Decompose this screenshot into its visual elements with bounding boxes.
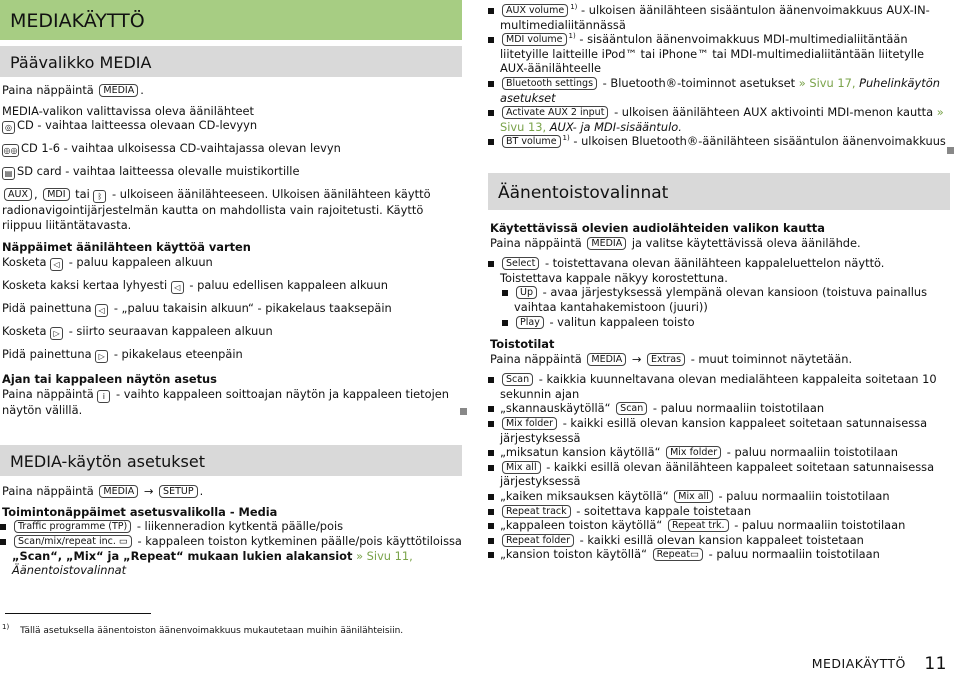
repeat-folder-key: Repeat▭ [653, 548, 703, 561]
footer-section: MEDIAKÄYTTÖ [811, 656, 906, 671]
list-item: Activate AUX 2 input - ulkoisen äänilähteen AUX aktivointi MDI-menon kautta » Sivu 13, AUX- ja MDI-sisääntulo. [488, 105, 950, 134]
left-column [0, 0, 462, 578]
sd-card-icon: ▤ [2, 167, 15, 180]
list-item: Mix all - kaikki esillä olevan äänilähteen kappaleet soitetaan satunnaisessa järjestyksessä [488, 460, 950, 489]
page-link[interactable]: » Sivu 17, [798, 75, 856, 90]
list-item: Scan - kaikkia kuunneltavana olevan medialähteen kappaleita soitetaan 10 sekunnin ajan [488, 372, 950, 401]
media-key: MEDIA [99, 84, 138, 97]
mix-folder-key: Mix folder [502, 417, 557, 430]
media-key: MEDIA [99, 485, 138, 498]
list-item: Scan/mix/repeat inc. ▭ - kappaleen toiston kytkeminen päälle/pois käyttötiloissa „Scan“, „Mix“ ja „Repeat“ mukaan lukien alakansiot » Sivu 11, Äänentoistovalinnat [0, 534, 462, 578]
playback-subtitle: Käytettävissä olevien audiolähteiden valikon kautta [490, 220, 825, 235]
traffic-programme-key: Traffic programme (TP) [14, 520, 131, 533]
main-menu-press-line: Paina näppäintä MEDIA . [2, 83, 144, 97]
time-paragraph: Paina näppäintä i - vaihto kappaleen soittoajan näytön ja kappaleen tietojen näytön välillä. [2, 386, 449, 417]
chapter-title: MEDIAKÄYTTÖ [0, 0, 462, 40]
sources-intro: MEDIA-valikon valittavissa oleva äänilähteet [2, 103, 255, 118]
right-column [488, 3, 950, 562]
aux-key: AUX [4, 188, 32, 201]
button-row: Kosketa kaksi kertaa lyhyesti ◁ - paluu edellisen kappaleen alkuun [2, 277, 388, 292]
playback-list [488, 256, 950, 285]
toistot-title: Toistotilat [490, 337, 555, 352]
source-cd: ◎ CD - vaihtaa laitteessa olevaan CD-levyyn [0, 118, 462, 134]
scan-mix-repeat-key: Scan/mix/repeat inc. ▭ [14, 535, 132, 548]
list-item: Play - valitun kappaleen toisto [488, 315, 950, 330]
list-item: „kansion toiston käytöllä“ Repeat▭ - paluu normaaliin toistotilaan [488, 547, 950, 562]
source-sd-card: ▤ SD card - vaihtaa laitteessa olevalle muistikortille [0, 164, 462, 180]
repeat-trk-key: Repeat trk. [668, 519, 729, 532]
page-link[interactable]: » Sivu 13, [500, 105, 944, 134]
buttons-title: Näppäimet äänilähteen käyttöä varten [2, 240, 251, 255]
list-item: Select - toistettavana olevan äänilähteen kappaleluettelon näyttö. Toistettava kappale näkyy korostettuna. [488, 256, 950, 285]
settings-press-line: Paina näppäintä MEDIA → SETUP . [2, 484, 204, 499]
mix-folder-key: Mix folder [666, 446, 721, 459]
button-row: Kosketa ▷ - siirto seuraavan kappaleen alkuun [2, 323, 273, 338]
settings-list [0, 519, 462, 577]
arrow-icon: → [143, 484, 154, 499]
list-item: Bluetooth settings - Bluetooth®-toiminnot asetukset » Sivu 17, Puhelinkäytön asetukset [488, 76, 950, 105]
button-row: Pidä painettuna ▷ - pikakelaus eteenpäin [2, 346, 243, 361]
list-item: AUX volume $^{1)}$ - ulkoisen äänilähteen sisääntulon äänenvoimakkuus AUX-IN-multimedialiitännässä [488, 3, 950, 32]
select-key: Select [502, 257, 539, 270]
button-row: Kosketa ◁ - paluu kappaleen alkuun [2, 254, 213, 269]
list-item: „kappaleen toiston käytöllä“ Repeat trk. - paluu normaaliin toistotilaan [488, 518, 950, 533]
page-number: 11 [924, 654, 947, 674]
list-item: „skannauskäytöllä“ Scan - paluu normaaliin toistotilaan [488, 401, 950, 416]
cd-icon: ◎ [2, 121, 15, 134]
settings-list-continued [488, 3, 950, 149]
section-title-main-menu: Päävalikko MEDIA [0, 46, 462, 77]
mix-all-key: Mix all [674, 490, 713, 503]
list-item: BT volume $^{1)}$ - ulkoisen Bluetooth®-äänilähteen sisääntulon äänenvoimakkuus [488, 134, 950, 149]
bluetooth-settings-key: Bluetooth settings [502, 77, 597, 90]
prev-icon: ◁ [171, 281, 184, 294]
extras-key: Extras [647, 353, 685, 366]
list-item: „kaiken miksauksen käytöllä“ Mix all - paluu normaaliin toistotilaan [488, 489, 950, 504]
page-link[interactable]: » Sivu 11, [356, 548, 413, 563]
list-item: „miksatun kansion käytöllä“ Mix folder - paluu normaaliin toistotilaan [488, 445, 950, 460]
aux-volume-key: AUX volume [502, 4, 568, 17]
up-key: Up [516, 286, 537, 299]
bt-volume-key: BT volume [502, 135, 561, 148]
playback-press-line: Paina näppäintä MEDIA ja valitse käytettävissä oleva äänilähde. [490, 235, 861, 250]
list-item: Up - avaa järjestyksessä ylempänä olevan kansioon (toistuva painallus vaihtaa kantahakemistoon (juuri)) [488, 285, 950, 314]
list-item: Traffic programme (TP) - liikenneradion kytkentä päälle/pois [0, 519, 462, 534]
next-icon: ▷ [95, 350, 108, 363]
media-key: MEDIA [587, 237, 626, 250]
footnote: $^{1)}$ Tällä asetuksella äänentoiston äänenvoimakkuus mukautetaan muihin äänilähteisiin. [2, 623, 404, 636]
play-key: Play [516, 316, 544, 329]
playback-sublist [488, 285, 950, 329]
func-title: Toimintonäppäimet asetusvalikolla - Media [2, 504, 278, 519]
list-item: Mix folder - kaikki esillä olevan kansion kappaleet soitetaan satunnaisessa järjestyksessä [488, 416, 950, 445]
list-item: MDI volume $^{1)}$ - sisääntulon äänenvoimakkuus MDI-multimedialiitäntään liitetyille laitteille iPod™ tai iPhone™ tai MDI-multimedialiitäntään liitetylle AUX-äänilähteelle [488, 32, 950, 76]
media-key: MEDIA [587, 353, 626, 366]
activate-aux2-key: Activate AUX 2 input [502, 106, 608, 119]
arrow-icon: → [631, 351, 642, 366]
scan-key: Scan [616, 402, 647, 415]
mix-all-key: Mix all [502, 461, 541, 474]
aux-paragraph: AUX , MDI tai ᛒ - ulkoiseen äänilähteeseen. Ulkoisen äänilähteen käyttö radionavigointijärjestelmän kautta on mahdollista vain rajoitetusti. Käyttö riippuu liitäntätavasta. [2, 187, 431, 232]
repeat-track-key: Repeat track [502, 505, 571, 518]
repeat-folder-key: Repeat folder [502, 534, 574, 547]
modes-list [488, 372, 950, 562]
scan-key: Scan [502, 373, 533, 386]
footnote-divider [5, 613, 151, 614]
section-end-marker [947, 147, 954, 154]
page-footer [811, 654, 947, 674]
section-title-playback: Äänentoistovalinnat [488, 173, 950, 210]
bluetooth-icon: ᛒ [93, 190, 106, 203]
setup-key: SETUP [159, 485, 198, 498]
next-icon: ▷ [50, 327, 63, 340]
section-end-marker [460, 408, 467, 415]
section-title-settings: MEDIA-käytön asetukset [0, 445, 462, 476]
list-item: Repeat folder - kaikki esillä olevan kansion kappaleet toistetaan [488, 533, 950, 548]
toistot-press-line: Paina näppäintä MEDIA → Extras - muut toiminnot näytetään. [490, 351, 853, 366]
cd-changer-icon: ◎◎ [3, 146, 18, 156]
prev-icon: ◁ [95, 304, 108, 317]
list-item: Repeat track - soitettava kappale toistetaan [488, 504, 950, 519]
mdi-key: MDI [43, 188, 69, 201]
button-row: Pidä painettuna ◁ - „paluu takaisin alkuun“ - pikakelaus taaksepäin [2, 300, 392, 315]
mdi-volume-key: MDI volume [502, 33, 567, 46]
source-cd-changer: ◎◎ CD 1-6 - vaihtaa ulkoisessa CD-vaihtajassa olevan levyn [3, 141, 341, 156]
time-title: Ajan tai kappaleen näytön asetus [2, 371, 217, 386]
prev-icon: ◁ [50, 258, 63, 271]
info-icon: i [97, 390, 110, 403]
